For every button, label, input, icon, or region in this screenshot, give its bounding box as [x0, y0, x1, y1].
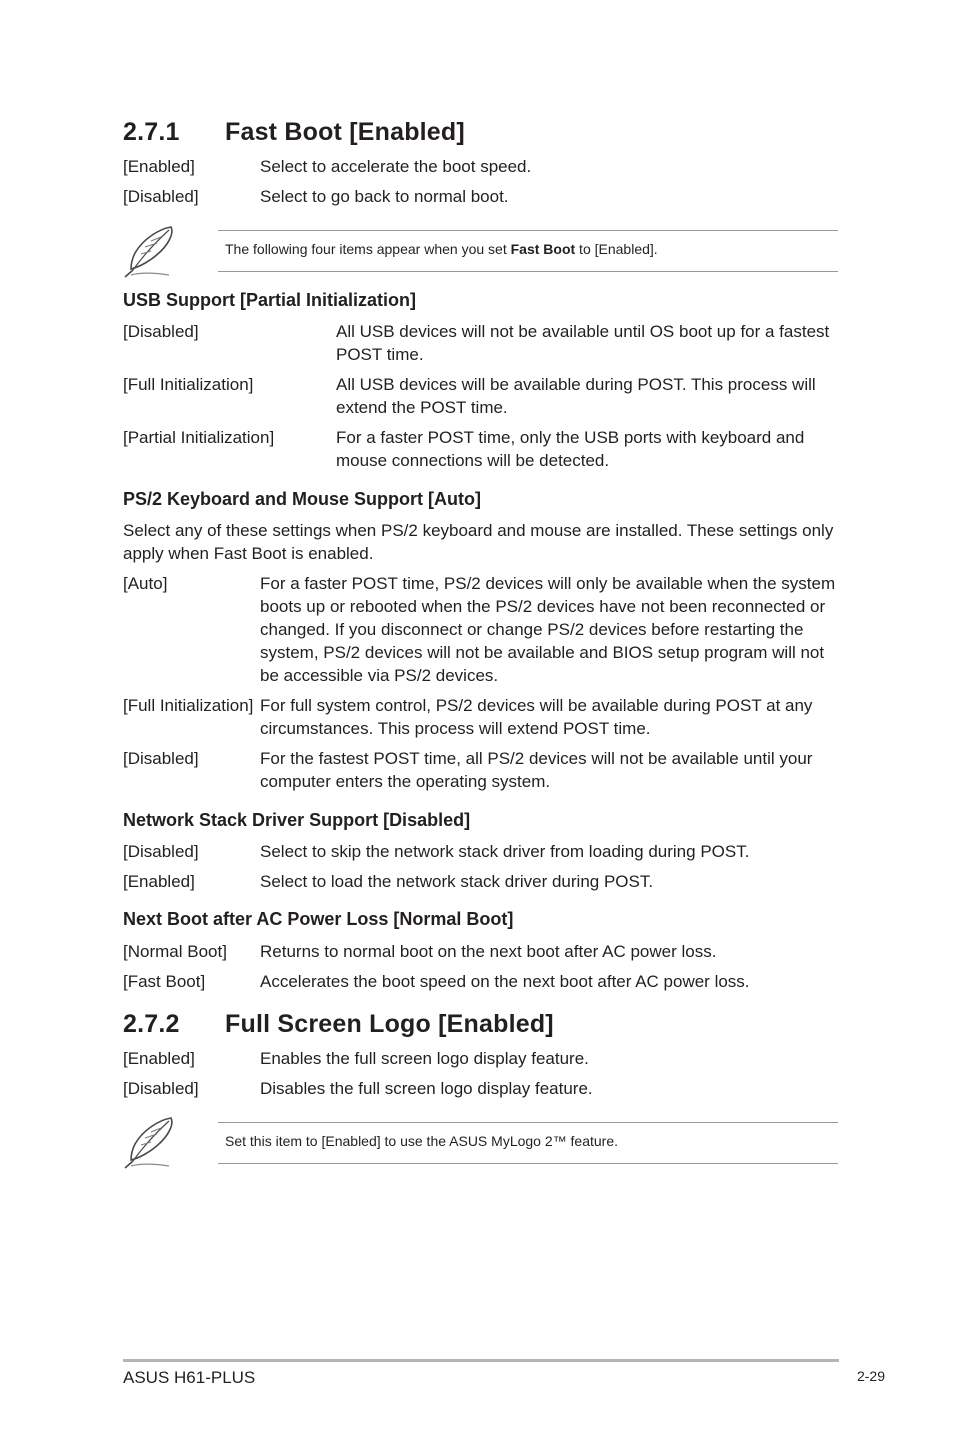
option-value: [Fast Boot] — [123, 972, 206, 991]
section-title: Fast Boot [Enabled] — [225, 118, 465, 146]
footer-divider — [123, 1359, 839, 1362]
option-value: [Disabled] — [123, 1079, 199, 1098]
option-value: [Disabled] — [123, 842, 199, 861]
option-description: Select to skip the network stack driver from loading during POST. — [260, 842, 750, 861]
option-value: [Enabled] — [123, 1049, 195, 1068]
option-description: All USB devices will be available during POST. This process will extend the POST time. — [336, 375, 816, 417]
option-row — [123, 373, 838, 420]
option-description: Select to load the network stack driver during POST. — [260, 872, 654, 891]
option-row — [123, 185, 838, 209]
option-row — [123, 840, 838, 864]
option-description: For a faster POST time, only the USB ports with keyboard and mouse connections will be detected. — [336, 428, 805, 470]
option-row — [123, 747, 838, 794]
option-row — [123, 320, 838, 367]
option-row — [123, 1077, 838, 1101]
section-title: Full Screen Logo [Enabled] — [225, 1010, 554, 1038]
footer-page-number: 2-29 — [856, 1368, 885, 1384]
note-text: The following four items appear when you set Fast Boot to [Enabled]. — [225, 241, 658, 257]
footer-product-name: ASUS H61-PLUS — [123, 1368, 256, 1387]
item-heading-ps2-support: PS/2 Keyboard and Mouse Support [Auto] — [123, 489, 482, 509]
option-description: Accelerates the boot speed on the next boot after AC power loss. — [260, 972, 750, 991]
option-description: For the fastest POST time, all PS/2 devices will not be available until your computer enters the operating system. — [260, 749, 813, 791]
item-heading-usb-support: USB Support [Partial Initialization] — [123, 290, 417, 310]
note-text: Set this item to [Enabled] to use the ASUS MyLogo 2™ feature. — [225, 1133, 618, 1149]
option-description: Select to accelerate the boot speed. — [260, 157, 532, 176]
feather-quill-icon — [121, 1114, 179, 1170]
option-value: [Disabled] — [123, 187, 199, 206]
item-intro-text: Select any of these settings when PS/2 keyboard and mouse are installed. These settings only apply when Fast Boot is enabled. — [123, 521, 834, 563]
option-description: Returns to normal boot on the next boot after AC power loss. — [260, 942, 717, 961]
note-box — [218, 1122, 838, 1164]
section-number: 2.7.2 — [123, 1010, 180, 1038]
option-row — [123, 694, 838, 741]
section-heading-2-7-2 — [123, 1010, 838, 1040]
option-value: [Enabled] — [123, 157, 195, 176]
item-heading-network-stack: Network Stack Driver Support [Disabled] — [123, 810, 471, 830]
option-value: [Full Initialization] — [123, 375, 254, 394]
option-value: [Normal Boot] — [123, 942, 227, 961]
section-number: 2.7.1 — [123, 118, 180, 146]
option-row — [123, 870, 838, 894]
section-heading-2-7-1 — [123, 118, 838, 148]
option-value: [Full Initialization] — [123, 696, 254, 715]
option-row — [123, 1047, 838, 1071]
option-description: Disables the full screen logo display feature. — [260, 1079, 593, 1098]
option-description: Enables the full screen logo display feature. — [260, 1049, 589, 1068]
feather-quill-icon — [121, 223, 179, 279]
option-row — [123, 155, 838, 179]
option-description: For full system control, PS/2 devices will be available during POST at any circumstances. This process will extend POST time. — [260, 696, 813, 738]
option-value: [Disabled] — [123, 322, 199, 341]
option-description: All USB devices will not be available until OS boot up for a fastest POST time. — [336, 322, 830, 364]
item-heading-next-boot: Next Boot after AC Power Loss [Normal Boot] — [123, 909, 514, 929]
option-row — [123, 572, 838, 688]
option-row — [123, 970, 838, 994]
option-value: [Auto] — [123, 574, 168, 593]
option-value: [Enabled] — [123, 872, 195, 891]
option-value: [Disabled] — [123, 749, 199, 768]
option-row — [123, 940, 838, 964]
option-description: Select to go back to normal boot. — [260, 187, 509, 206]
option-description: For a faster POST time, PS/2 devices will only be available when the system boots up or rebooted when the PS/2 devices have not been reconnected or changed. If you disconnect or change PS/2 devices before restarting the system, PS/2 devices will not be available and BIOS setup program will not be accessible via PS/2 devices. — [260, 574, 836, 685]
note-box — [218, 230, 838, 272]
option-row — [123, 426, 838, 473]
option-value: [Partial Initialization] — [123, 428, 275, 447]
